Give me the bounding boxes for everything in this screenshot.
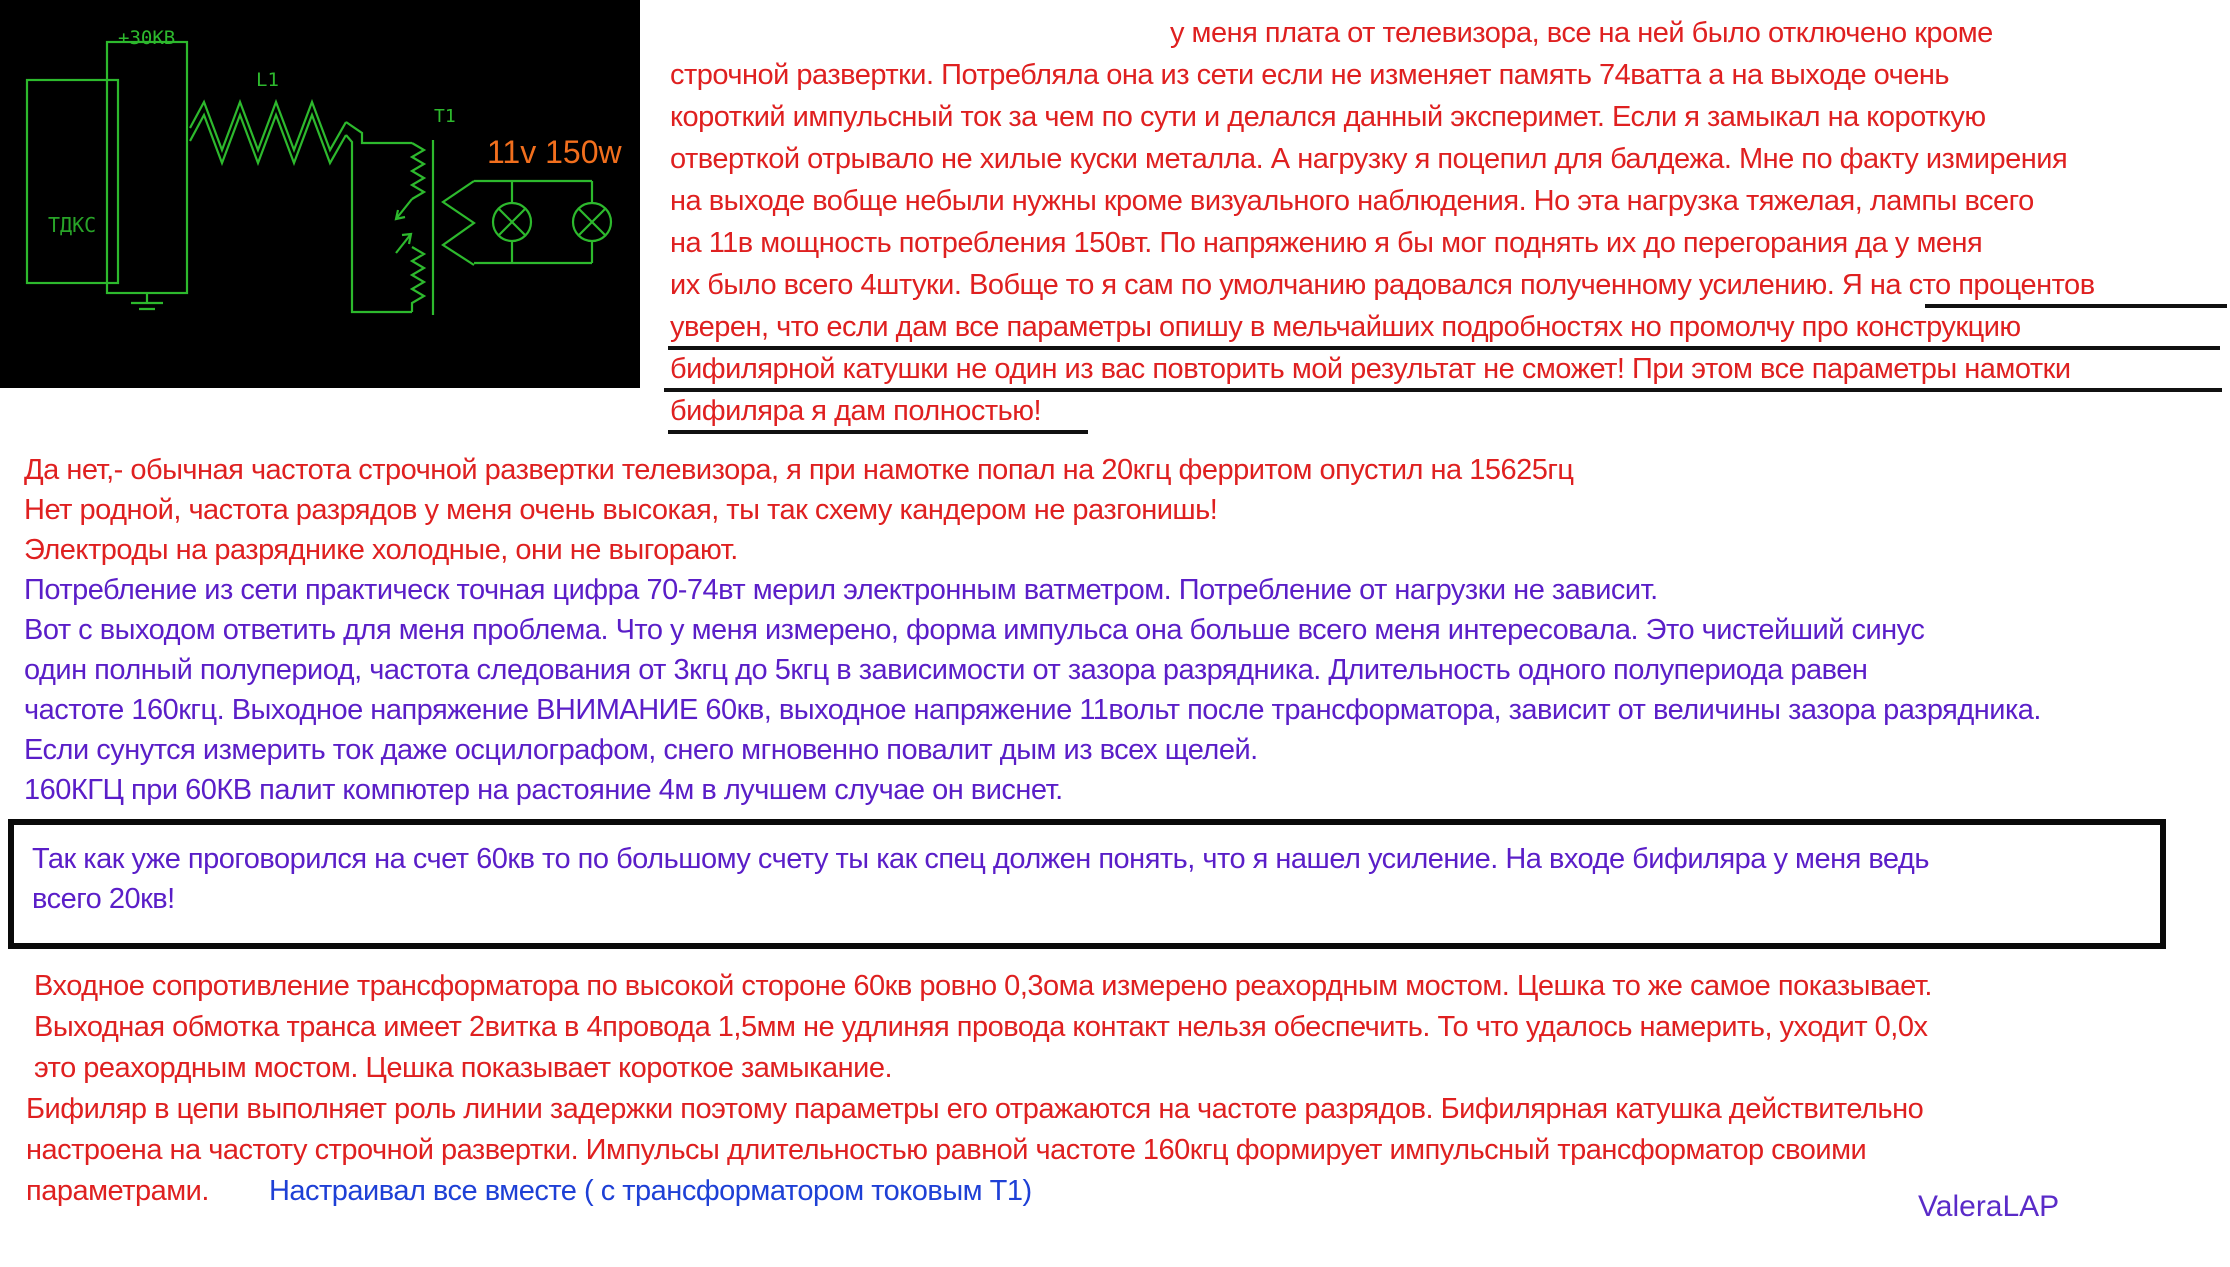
lamp-x-mark <box>579 209 605 235</box>
paragraph-line: Если сунутся измерить ток даже осцилографом, снего мгновенно повалит дым из всех щелей. <box>24 734 1258 766</box>
paragraph-line: это реахордным мостом. Цешка показывает короткое замыкание. <box>34 1052 893 1084</box>
middle-paragraph <box>24 450 2041 810</box>
paragraph-line: строчной развертки. Потребляла она из сети если не изменяет память 74ватта а на выходе очень <box>670 59 1950 91</box>
wire <box>346 135 412 312</box>
paragraph-line: у меня плата от телевизора, все на ней было отключено кроме <box>1170 17 1993 49</box>
emphasis-box <box>8 819 2166 949</box>
paragraph-line: отверткой отрывало не хилые куски металла. А нагрузку я поцепил для балдежа. Мне по факту измирения <box>670 143 2068 175</box>
bottom-paragraph <box>26 966 1932 1212</box>
paragraph-line: Потребление из сети практическ точная цифра 70-74вт мерил электронным ватметром. Потребление от нагрузки не зависит. <box>24 574 1658 606</box>
paragraph-line: их было всего 4штуки. Вобще то я сам по умолчанию радовался полученному усилению. Я на сто процентов <box>670 269 2095 301</box>
underline-annotation <box>664 388 2222 392</box>
paragraph-line: Электроды на разряднике холодные, они не выгорают. <box>24 534 738 566</box>
paragraph-line: бифиляра я дам полностью! <box>670 395 1042 427</box>
paragraph-line: на 11в мощность потребления 150вт. По напряжению я бы мог поднять их до перегорания да у меня <box>670 227 1983 259</box>
paragraph-line: настроена на частоту строчной развертки. Импульсы длительностью равной частоте 160кгц формирует импульсный трансформатор своими <box>26 1134 1867 1166</box>
lamp-bus-wires <box>474 181 592 263</box>
flyback-body-rect <box>27 80 118 283</box>
paragraph-line: Так как уже проговорился на счет 60кв то по большому счету ты как спец должен понять, что я нашел усиление. На входе бифиляра у меня ведь <box>32 843 1929 875</box>
wire <box>346 122 412 143</box>
lamp-x-mark <box>499 209 525 235</box>
spark-gap-arrow-down <box>396 199 412 219</box>
underline-annotation <box>668 346 2220 350</box>
primary-winding-lower <box>412 247 424 312</box>
schematic-panel <box>0 0 640 388</box>
inductor-label: L1 <box>256 69 279 91</box>
paragraph-line: Да нет,- обычная частота строчной развертки телевизора, я при намотке попал на 20кгц ферритом опустил на 15625гц <box>24 454 1574 486</box>
paragraph-line: уверен, что если дам все параметры опишу в мельчайших подробностях но промолчу про конструкцию <box>670 311 2021 343</box>
paragraph-line: один полный полупериод, частота следования от 3кгц до 5кгц в зависимости от зазора разрядника. Длительность одного полупериода равен <box>24 654 1868 686</box>
spark-gap-arrow-up <box>396 234 411 253</box>
underline-annotation <box>1925 304 2227 308</box>
intro-paragraph <box>670 12 2230 432</box>
signature: ValeraLAP <box>1918 1190 2060 1223</box>
paragraph-line: короткий импульсный ток за чем по сути и делался данный эксперимет. Если я замыкал на короткую <box>670 101 1986 133</box>
ground-icon <box>131 293 163 309</box>
schematic-svg <box>0 0 640 388</box>
underline-annotation <box>668 430 1088 434</box>
paragraph-line: Входное сопротивление трансформатора по высокой стороне 60кв ровно 0,3ома измерено реахордным мостом. Цешка то же самое показывает. <box>34 970 1932 1002</box>
transformer-label: Т1 <box>434 106 456 127</box>
paragraph-line <box>26 1171 1932 1212</box>
paragraph-line: на выходе вобще небыли нужны кроме визуального наблюдения. Но эта нагрузка тяжелая, лампы всего <box>670 185 2034 217</box>
paragraph-line: Выходная обмотка транса имеет 2витка в 4провода 1,5мм не удлиняя провода контакт нельзя обеспечить. То что удалось намерить, уходит 0,0х <box>34 1011 1928 1043</box>
lamp-rating-label: 11v 150w <box>487 134 622 170</box>
primary-winding-upper <box>412 143 424 199</box>
paragraph-line: Бифиляр в цепи выполняет роль линии задержки поэтому параметры его отражаются на частоте разрядов. Бифилярная катушка действительно <box>26 1093 1924 1125</box>
paragraph-line: Вот с выходом ответить для меня проблема. Что у меня измерено, форма импульса она больше всего меня интересовала. Это чистейший синус <box>24 614 1925 646</box>
secondary-winding <box>443 181 474 265</box>
inline-note-blue: Настраивал все вместе ( с трансформатором токовым Т1) <box>268 1175 1032 1207</box>
paragraph-line: Нет родной, частота разрядов у меня очень высокая, ты так схему кандером не разгонишь! <box>24 494 1218 526</box>
paragraph-line: бифилярной катушки не один из вас повторить мой результат не сможет! При этом все параметры намотки <box>670 353 2071 385</box>
paragraph-line: всего 20кв! <box>32 883 175 915</box>
hv-label: +30КВ <box>118 27 176 49</box>
inline-note-red: параметрами. <box>26 1175 209 1207</box>
paragraph-line: частоте 160кгц. Выходное напряжение ВНИМАНИЕ 60кв, выходное напряжение 11вольт после трансформатора, зависит от величины зазора разрядника. <box>24 694 2041 726</box>
source-label: ТДКС <box>48 213 97 237</box>
paragraph-line: 160КГЦ при 60КВ палит компютер на растояние 4м в лучшем случае он виснет. <box>24 774 1063 806</box>
